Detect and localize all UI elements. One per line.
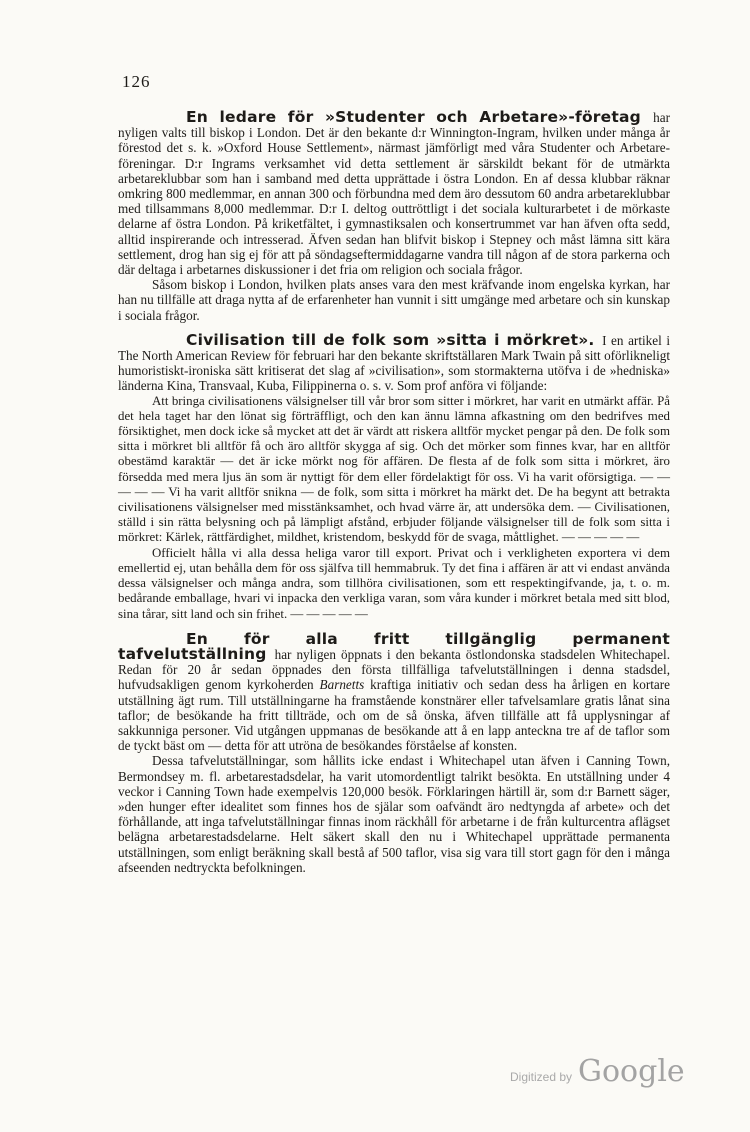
quote-paragraph: Officielt hålla vi alla dessa heliga varor till export. Privat och i verkligheten exportera vi dem emellertid ej, utan behålla dem för oss själfva till hemmabruk. Ty det fina i affären är att vi endast använda dessa välsignelser och många andra, som tillhöra civilisationen, som ett respektingifvande, ja, t. o. m. bedårande emballage, hvari vi inpacka den verkliga varan, som våra kunder i mörkret betala med sitt blod, sina tårar, sitt land och sin frihet. — — — — —	[118, 545, 670, 621]
paragraph: Dessa tafvelutställningar, som hållits icke endast i Whitechapel utan äfven i Canning Town, Bermondsey m. fl. arbetarestadsdelar, ha varit utomordentligt talrikt besökta. En utställning under 4 veckor i Canning Town hade exempelvis 120,000 besök. Förklaringen härtill är, som d:r Barnett säger, »den hunger efter idealitet som finnes hos de själar som oafvändt äro nedtyngda af arbete» och det förhållande, att inga tafvelutställningar finnas inom räckhåll för arbetarne i de från kulturcentra aflägset belägna arbetarestadsdelarne. Helt säkert skall den nu i Whitechapel upprättade permanenta utställningen, som enligt beräkning skall bestå af 500 taflor, visa sig vara till stort gagn för den i många afseenden nedtryckta befolkningen.	[118, 753, 670, 875]
paragraph	[118, 629, 670, 754]
quote-paragraph: Att bringa civilisationens välsignelser till vår bror som sitter i mörkret, har varit en utmärkt affär. På det hela taget har den lönat sig förträffligt, och den kan ännu lämna afkastning om den bedrifves med försiktighet, men dock icke så mycket att det är värdt att riskera alltför mycket pengar på den. De folk som sitta i mörkret bli alltför få och äro alltför skygga af sig. Och det mörker som finnes kvar, har en alltför obestämd karaktär — det är icke mörkt nog för affären. De flesta af de folk som sitta i mörkret, äro försedda med mera ljus än som är nyttigt för dem eller fördelaktigt för oss. Vi ha varit oförsigtiga. — — — — — Vi ha varit alltför snikna — de folk, som sitta i mörkret ha märkt det. De ha begynt att betrakta civilisationens välsignelser med misstänksamhet, och hvad värre är, att undersöka dem. — Civilisationen, ställd i sin rätta belysning och på lämpligt afstånd, erbjuder följande välsignelser till de folk som sitta i mörkret: Kärlek, rättfärdighet, mildhet, kristendom, beskydd för de svaga, måttlighet. — — — — —	[118, 393, 670, 545]
section-exhibition	[118, 629, 670, 875]
section-heading: En ledare för »Studenter och Arbetare»-företag	[186, 108, 641, 126]
section-civilisation	[118, 330, 671, 622]
paragraph-text: har nyligen valts till biskop i London. Det är den bekante d:r Winnington-Ingram, hvilken under många år förestod det s. k. »Oxford House Settlement», närmast jämförligt med våra Studenter och Arbetare-föreningar. D:r Ingrams verksamhet vid detta settlement är särskildt bekant för de utmärkta arbetareklubbar som han i samband med detta upprättade i östra London. En af dessa klubbar räknar omkring 800 medlemmar, en annan 300 och förbundna med dem äro dessutom 60 andra arbetareklubbar med tillsammans 8,000 medlemmar. D:r I. deltog outtröttligt i det sociala kulturarbetet i de mörkaste delarne af östra London. På kriketfältet, i gymnastiksalen och konsertrummet var han äfven ofta sedd, alltid inspirerande och intresserad. Äfven sedan han blifvit biskop i Stepney och måst lämna sitt kära settlement, drog han sig ej för att på söndagseftermiddagarne vandra till någon af de stora parkerna och där deltaga i arbetarnes diskussioner i det fria om religion och sociala frågor.	[118, 110, 670, 278]
paragraph	[118, 330, 671, 394]
paragraph: Såsom biskop i London, hvilken plats anses vara den mest kräfvande inom engelska kyrkan, har han nu tillfälle att draga nytta af de erfarenheter han vunnit i sitt umgänge med arbetare och sin kunskap i sociala frågor.	[118, 277, 670, 323]
book-page	[118, 72, 670, 885]
section-bishop	[118, 110, 670, 323]
watermark-prefix: Digitized by	[510, 1070, 573, 1084]
emphasized-name: Barnetts	[319, 677, 365, 693]
section-heading: Civilisation till de folk som »sitta i mörkret».	[186, 330, 595, 349]
paragraph-text: I en artikel i The North American Review för februari har den bekante skriftställaren Mark Twain på sitt oförlikneligt humoristiskt-ironiska sätt kritiserat det slag af »civilisation», som stormakterna utöfva i de »hedniska» länderna Kina, Transvaal, Kuba, Filippinerna o. s. v. Som prof anföra vi följande:	[118, 332, 671, 394]
paragraph-text: kraftiga initiativ och sedan dess ha årligen en kortare utställning ägt rum. Till utställningarne ha framstående konstnärer eller tafvelsamlare gratis lånat sina taflor; de besökande ha fritt tillträde, och om de så önska, äfven tillfälle att få upplysningar af sakkunniga personer. Vid utgången uppmanas de besökande att å en lapp anteckna tre af de taflor som de tyckt bäst om — detta för att utröna de besökandes förståelse af konsten.	[118, 677, 670, 754]
quoted-excerpt	[118, 394, 670, 622]
google-logo: Google	[578, 1054, 685, 1089]
google-watermark	[510, 1054, 685, 1089]
paragraph	[118, 110, 670, 277]
section-heading: En för alla fritt tillgänglig permanent tafvelutställning	[118, 629, 670, 663]
paragraph-text: har nyligen öppnats i den bekanta östlondonska stadsdelen Whitechapel. Redan för 20 år sedan öppnades den första tillfälliga tafvelutställningen i denna stadsdel, hufvudsakligen genom kyrkoherden	[118, 646, 670, 693]
page-number: 126	[122, 72, 151, 91]
